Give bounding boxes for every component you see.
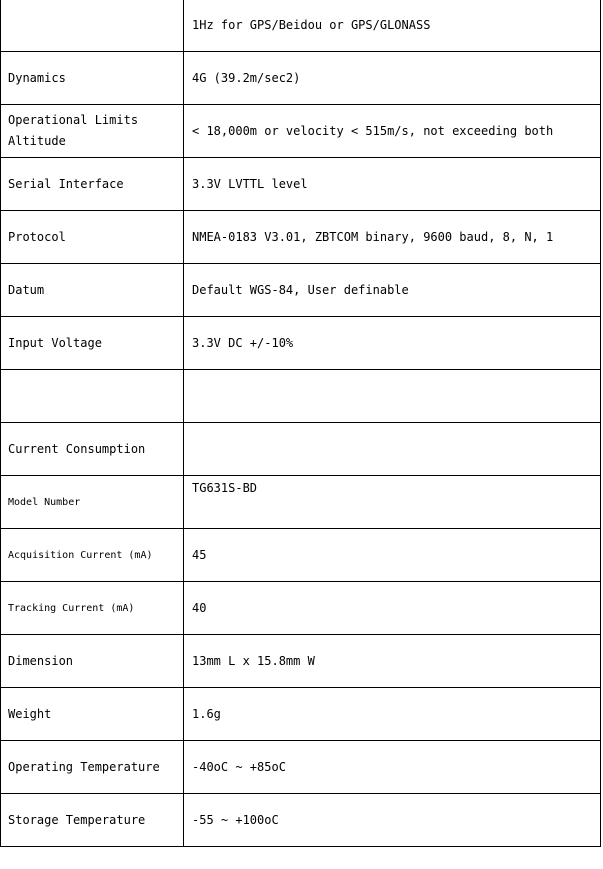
spec-value: [184, 423, 601, 476]
spec-label: Operating Temperature: [1, 741, 184, 794]
table-row: [1, 794, 601, 847]
spec-value: 45: [184, 529, 601, 582]
spec-value: < 18,000m or velocity < 515m/s, not exceeding both: [184, 105, 601, 158]
spec-value: [184, 370, 601, 423]
table-row: [1, 688, 601, 741]
table-row: [1, 264, 601, 317]
spec-label: Current Consumption: [1, 423, 184, 476]
spec-label: Serial Interface: [1, 158, 184, 211]
spec-label: Input Voltage: [1, 317, 184, 370]
spec-value: 1Hz for GPS/Beidou or GPS/GLONASS: [184, 0, 601, 52]
spec-label: Acquisition Current (mA): [1, 529, 184, 582]
spec-value: -40oC ~ +85oC: [184, 741, 601, 794]
spec-value: 40: [184, 582, 601, 635]
spec-label: Tracking Current (mA): [1, 582, 184, 635]
spec-label: Dimension: [1, 635, 184, 688]
spec-label: Protocol: [1, 211, 184, 264]
spec-label: Dynamics: [1, 52, 184, 105]
table-row: [1, 211, 601, 264]
spec-value: NMEA-0183 V3.01, ZBTCOM binary, 9600 baud, 8, N, 1: [184, 211, 601, 264]
spec-label: Datum: [1, 264, 184, 317]
table-row: [1, 529, 601, 582]
spec-label: Operational Limits Altitude: [1, 105, 184, 158]
spec-value: 1.6g: [184, 688, 601, 741]
table-row: [1, 423, 601, 476]
spec-label: [1, 370, 184, 423]
spec-label: Storage Temperature: [1, 794, 184, 847]
spec-value: 13mm L x 15.8mm W: [184, 635, 601, 688]
table-row: [1, 52, 601, 105]
table-row: [1, 158, 601, 211]
spec-label: Weight: [1, 688, 184, 741]
spec-value-text: TG631S-BD: [192, 481, 258, 495]
spec-value: [184, 476, 601, 529]
table-row: [1, 370, 601, 423]
table-row: [1, 635, 601, 688]
spec-value: 3.3V DC +/-10%: [184, 317, 601, 370]
spec-value: 3.3V LVTTL level: [184, 158, 601, 211]
spec-value: 4G (39.2m/sec2): [184, 52, 601, 105]
spec-value: Default WGS-84, User definable: [184, 264, 601, 317]
spec-value: -55 ~ +100oC: [184, 794, 601, 847]
table-row: [1, 105, 601, 158]
table-row: [1, 0, 601, 52]
spec-label: Model Number: [1, 476, 184, 529]
table-row: [1, 741, 601, 794]
table-row: [1, 582, 601, 635]
spec-label: [1, 0, 184, 52]
table-row: [1, 476, 601, 529]
table-row: [1, 317, 601, 370]
